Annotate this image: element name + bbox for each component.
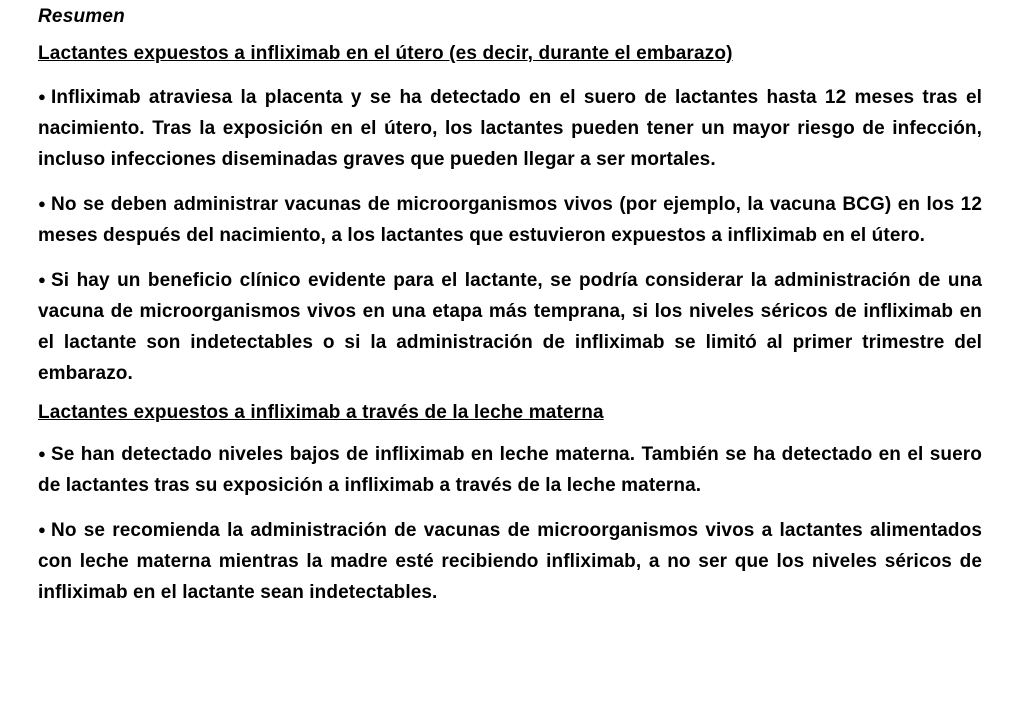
bullet-paragraph: [38, 264, 982, 389]
bullet-icon: ●: [38, 272, 46, 287]
summary-title: Resumen: [38, 6, 125, 27]
document-body: [38, 0, 982, 621]
bullet-text: No se deben administrar vacunas de microorganismos vivos (por ejemplo, la vacuna BCG) en los 12 meses después del nacimiento, a los lactantes que estuvieron expuestos a infliximab en el útero.: [38, 194, 982, 246]
bullet-icon: ●: [38, 446, 46, 461]
bullet-paragraph: [38, 514, 982, 608]
bullet-text: No se recomienda la administración de vacunas de microorganismos vivos a lactantes alimentados con leche materna mientras la madre esté recibiendo infliximab, a no ser que los niveles séricos de infliximab en el lactante sean indetectables.: [38, 520, 982, 603]
bullet-paragraph: [38, 438, 982, 501]
bullet-paragraph: [38, 188, 982, 251]
bullet-icon: ●: [38, 196, 46, 211]
bullet-text: Infliximab atraviesa la placenta y se ha detectado en el suero de lactantes hasta 12 meses tras el nacimiento. Tras la exposición en el útero, los lactantes pueden tener un mayor riesgo de infección, incluso infecciones diseminadas graves que pueden llegar a ser mortales.: [38, 87, 982, 170]
section-heading-in-utero: Lactantes expuestos a infliximab en el útero (es decir, durante el embarazo): [38, 43, 733, 64]
bullet-text: Se han detectado niveles bajos de infliximab en leche materna. También se ha detectado en el suero de lactantes tras su exposición a infliximab a través de la leche materna.: [38, 444, 982, 496]
bullet-text: Si hay un beneficio clínico evidente para el lactante, se podría considerar la administración de una vacuna de microorganismos vivos en una etapa más temprana, si los niveles séricos de infliximab en el lactante son indetectables o si la administración de infliximab se limitó al primer trimestre del embarazo.: [38, 270, 982, 384]
bullet-icon: ●: [38, 522, 46, 537]
bullet-paragraph: [38, 81, 982, 175]
section-heading-breast-milk: Lactantes expuestos a infliximab a través de la leche materna: [38, 402, 604, 423]
bullet-icon: ●: [38, 89, 46, 104]
